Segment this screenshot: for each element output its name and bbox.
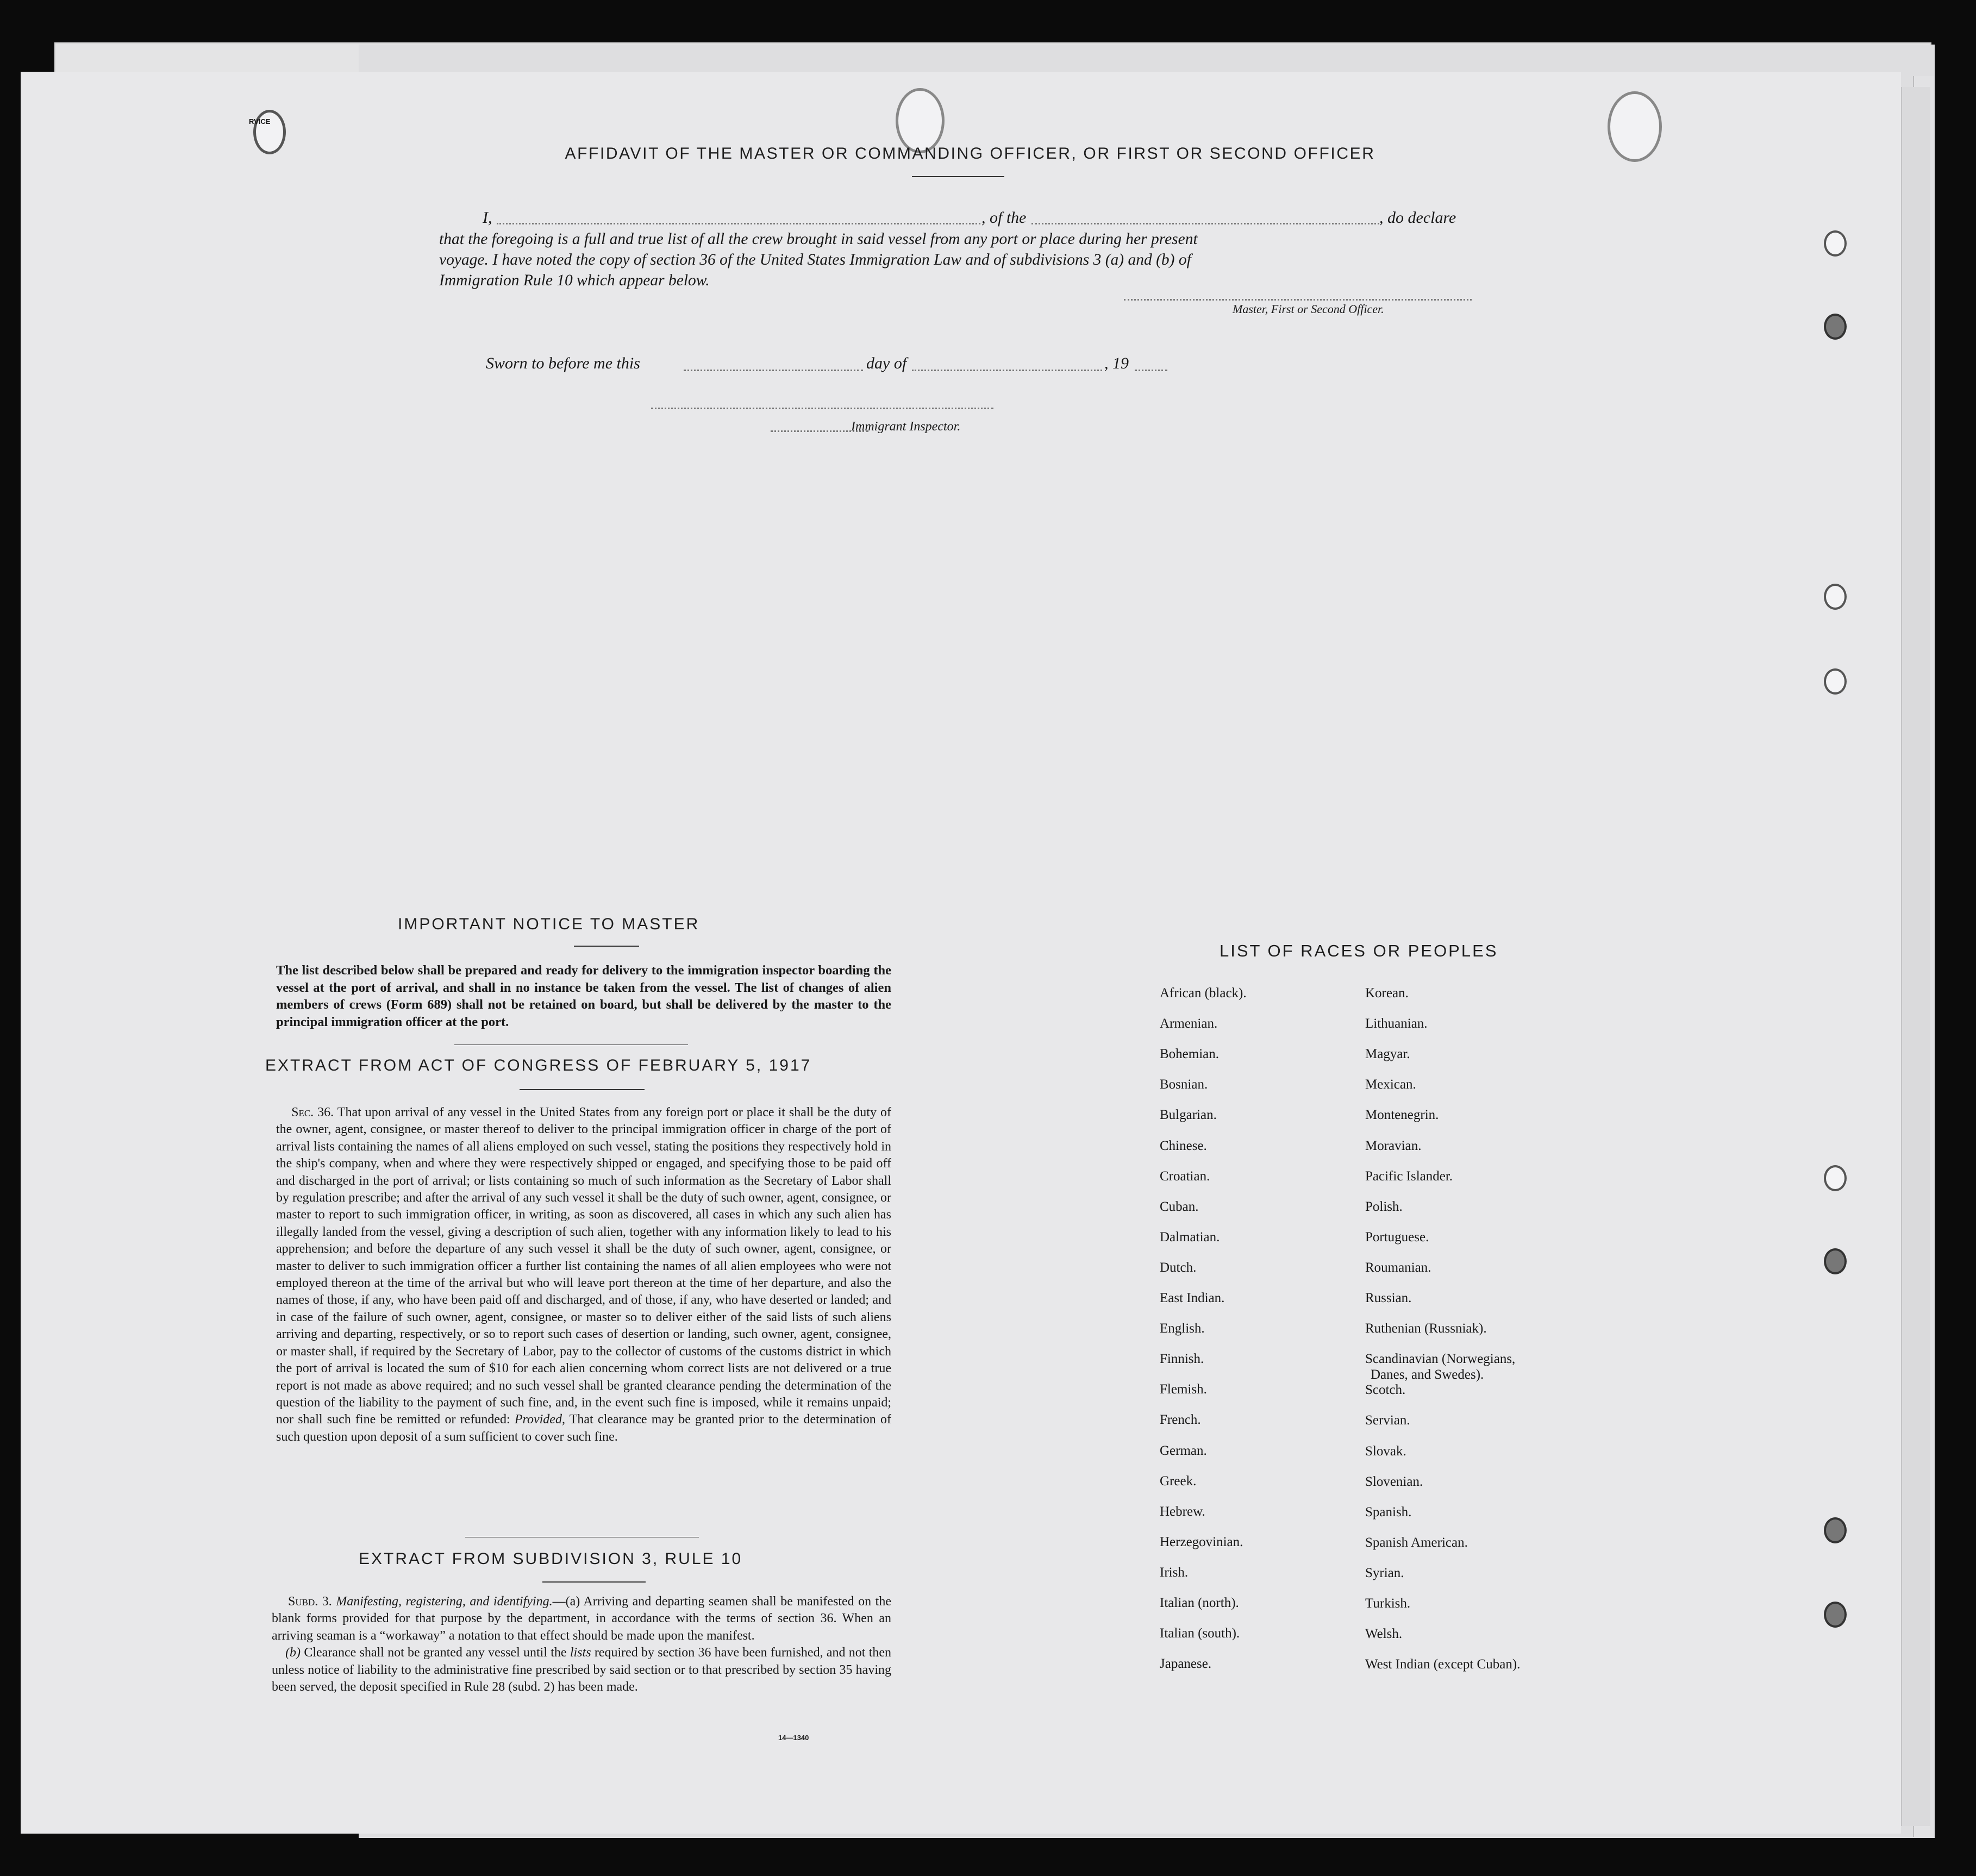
race-item: Bohemian.: [1160, 1047, 1220, 1061]
act-body-end: That clearance may be granted prior to the determination of such question upon deposit of a sum sufficient to cover such fine.: [276, 1412, 892, 1444]
race-item: Moravian.: [1365, 1139, 1422, 1153]
affidavit-body-line-1: that the foregoing is a full and true list of all the crew brought in said vessel from any port or place during her present: [439, 230, 1198, 248]
act-body: That upon arrival of any vessel in the United States from any foreign port or place it shall be the duty of the owner, agent, consignee, or master thereof to deliver to the principal immigration officer in charge of the port of arrival lists containing the names of all aliens employed on such vessel, stating the positions they respectively hold in the ship's company, when and where they were respectively shipped or engaged, and specifying those to be paid off and discharged in the port of arrival; or lists containing so much of such information as the Secretary of Labor shall by regulation prescribe; and after the arrival of any such vessel it shall be the duty of such owner, agent, consignee, or master to report to such immigration officer, in writing, as soon as discovered, all cases in which any such alien has illegally landed from the vessel, giving a description of such alien, together with any information likely to lead to his apprehension; and before the departure of any such vessel it shall be the duty of such owner, agent, consignee, or master to deliver to such immigration officer a further list containing the names of all alien employees who were not employed thereon at the time of the arrival but who will leave port thereon at the time of her departure, and also the names of those, if any, who have been paid off and discharged, and of those, if any, who have deserted or landed; and in case of the failure of such owner, agent, consignee, or master so to deliver either of the said lists of such aliens arriving and departing, respectively, or so to report such cases of desertion or landing, such owner, agent, consignee, or master shall, if required by the Secretary of Labor, pay to the collector of customs of the customs district in which the port of arrival is located the sum of $10 for each alien concerning whom correct lists are not delivered or a true report is not made as above required; and no such vessel shall be granted clearance pending the determination of the question of the liability to the payment of such fine, and, in the event such fine is imposed, while it remains unpaid; nor shall such fine be remitted or refunded:: [276, 1105, 891, 1427]
race-item: Dalmatian.: [1160, 1230, 1220, 1245]
day-blank: [684, 370, 863, 371]
signature-blank: [1124, 299, 1472, 301]
notice-text: The list described below shall be prepared and ready for delivery to the immigration inspector boarding the vessel at the port of arrival, and shall in no instance be taken from the vessel. The list of changes of alien members of crews (Form 689) shall not be retained on board, but shall be delivered by the master to the principal immigration officer at the port.: [276, 963, 891, 1029]
race-item: French.: [1160, 1412, 1201, 1427]
affidavit-of-the-label: , of the: [981, 209, 1027, 227]
punch-hole-icon: [1824, 1517, 1847, 1543]
affidavit-do-declare: , do declare: [1379, 209, 1456, 227]
race-item: Greek.: [1160, 1474, 1197, 1489]
race-item: Servian.: [1365, 1413, 1410, 1428]
punch-hole-icon: [1824, 230, 1847, 257]
subd-a-text: Arriving and departing seamen shall be manifested on the blank forms provided for that purpose by the department, in accordance with the terms of section 36. When an arriving seaman is a “workaway” a notation to that effect should be made upon the manifest.: [272, 1594, 891, 1643]
year-label: , 19: [1104, 354, 1129, 372]
punch-hole-icon: [1824, 1602, 1847, 1628]
race-item: Cuban.: [1160, 1199, 1199, 1214]
race-item: Scotch.: [1365, 1383, 1406, 1397]
heading-rule: [912, 176, 1004, 177]
heading-rule: [574, 946, 639, 947]
inspector-caption: Immigrant Inspector.: [851, 420, 961, 434]
race-item: Russian.: [1365, 1291, 1412, 1305]
day-of-label: day of: [866, 354, 907, 372]
act-text: [276, 1104, 891, 1446]
race-item: Welsh.: [1365, 1627, 1403, 1641]
race-item: Spanish American.: [1365, 1535, 1468, 1550]
vessel-blank: [1031, 223, 1379, 224]
race-item: Roumanian.: [1365, 1260, 1431, 1275]
punch-hole-icon: [1824, 1248, 1847, 1274]
subd-a-label: —(a): [552, 1594, 580, 1609]
heading-rule: [542, 1581, 646, 1583]
sworn-label: Sworn to before me this: [486, 354, 640, 372]
inspector-blank: [651, 408, 993, 409]
punch-hole-icon: [1824, 1165, 1847, 1191]
race-item: Chinese.: [1160, 1139, 1207, 1153]
tab-hole-icon: [1608, 91, 1662, 162]
subd-b-text-2: required by section 36 have been furnished, and not then unless notice of liability to the administrative fine prescribed by said section or to that prescribed by section 35 having been served, the deposit specified in Rule 28 (subd. 2) has been made.: [272, 1646, 892, 1694]
affidavit-body-line-3: Immigration Rule 10 which appear below.: [439, 272, 710, 289]
subd-title: Manifesting, registering, and identifying.: [336, 1594, 553, 1609]
heading-rule: [520, 1089, 645, 1090]
subd-b-text-1: Clearance shall not be granted any vessel until the: [304, 1646, 567, 1660]
subd-label: Subd. 3.: [288, 1594, 332, 1609]
race-item: West Indian (except Cuban).: [1365, 1657, 1521, 1672]
races-heading: LIST OF RACES OR PEOPLES: [1220, 941, 1498, 960]
race-item: Flemish.: [1160, 1382, 1207, 1397]
race-item: Italian (south).: [1160, 1626, 1240, 1641]
rule-text: [272, 1593, 891, 1696]
affidavit-i-label: I,: [483, 209, 492, 227]
punch-hole-icon: [1824, 584, 1847, 610]
race-item: Dutch.: [1160, 1260, 1197, 1275]
race-item: Turkish.: [1365, 1596, 1411, 1611]
race-item: Mexican.: [1365, 1077, 1416, 1092]
race-item: Lithuanian.: [1365, 1016, 1428, 1031]
affidavit-body-line-2: voyage. I have noted the copy of section 36 of the United States Immigration Law and of subdivisions 3 (a) and (b) of: [439, 251, 1191, 268]
subd-b-label: (b): [285, 1646, 301, 1660]
form-page: [21, 72, 1901, 1834]
race-item: Scandinavian (Norwegians,: [1365, 1352, 1516, 1366]
signature-caption: Master, First or Second Officer.: [1233, 302, 1384, 316]
race-item: Polish.: [1365, 1199, 1403, 1214]
race-item: Syrian.: [1365, 1566, 1404, 1580]
notice-heading: IMPORTANT NOTICE TO MASTER: [398, 915, 700, 933]
provided-label: Provided,: [514, 1412, 565, 1427]
race-item: Armenian.: [1160, 1016, 1218, 1031]
punch-hole-icon: [1824, 314, 1847, 340]
race-item: Italian (north).: [1160, 1596, 1239, 1610]
race-item: Magyar.: [1365, 1047, 1410, 1061]
race-item: East Indian.: [1160, 1291, 1225, 1305]
race-item: Herzegovinian.: [1160, 1535, 1243, 1549]
year-blank: [1135, 370, 1167, 371]
race-item: Bosnian.: [1160, 1077, 1208, 1092]
race-item: Japanese.: [1160, 1656, 1212, 1671]
section-label: Sec. 36.: [291, 1105, 334, 1120]
race-item: English.: [1160, 1321, 1205, 1336]
race-item: Montenegrin.: [1365, 1108, 1439, 1122]
punch-hole-icon: [1824, 668, 1847, 695]
race-item: Korean.: [1365, 986, 1409, 1000]
month-blank: [912, 370, 1102, 371]
act-heading: EXTRACT FROM ACT OF CONGRESS OF FEBRUARY 5, 1917: [265, 1056, 812, 1074]
affidavit-heading: AFFIDAVIT OF THE MASTER OR COMMANDING OFFICER, OR FIRST OR SECOND OFFICER: [565, 145, 1375, 162]
race-item: Bulgarian.: [1160, 1108, 1217, 1122]
race-item: Ruthenian (Russniak).: [1365, 1321, 1487, 1336]
subd-b-lists: lists: [570, 1646, 591, 1660]
race-item: Spanish.: [1365, 1505, 1412, 1519]
race-item: Irish.: [1160, 1565, 1189, 1580]
race-item: African (black).: [1160, 986, 1247, 1000]
race-item: Slovenian.: [1365, 1474, 1423, 1489]
race-item: Portuguese.: [1365, 1230, 1429, 1245]
corner-stamp: RVICE: [249, 117, 271, 126]
race-item: Pacific Islander.: [1365, 1169, 1453, 1184]
tab-hole-icon: [253, 110, 286, 154]
name-blank: [497, 223, 980, 224]
race-item: Hebrew.: [1160, 1504, 1205, 1519]
tab-hole-icon: [896, 88, 945, 153]
race-item-continuation: Danes, and Swedes).: [1371, 1367, 1484, 1382]
race-item: Slovak.: [1365, 1444, 1406, 1459]
form-number: 14—1340: [778, 1734, 809, 1742]
race-item: German.: [1160, 1443, 1207, 1458]
rule-heading: EXTRACT FROM SUBDIVISION 3, RULE 10: [359, 1550, 743, 1568]
race-item: Finnish.: [1160, 1352, 1204, 1366]
race-item: Croatian.: [1160, 1169, 1210, 1184]
page-edge: [1901, 87, 1930, 1826]
